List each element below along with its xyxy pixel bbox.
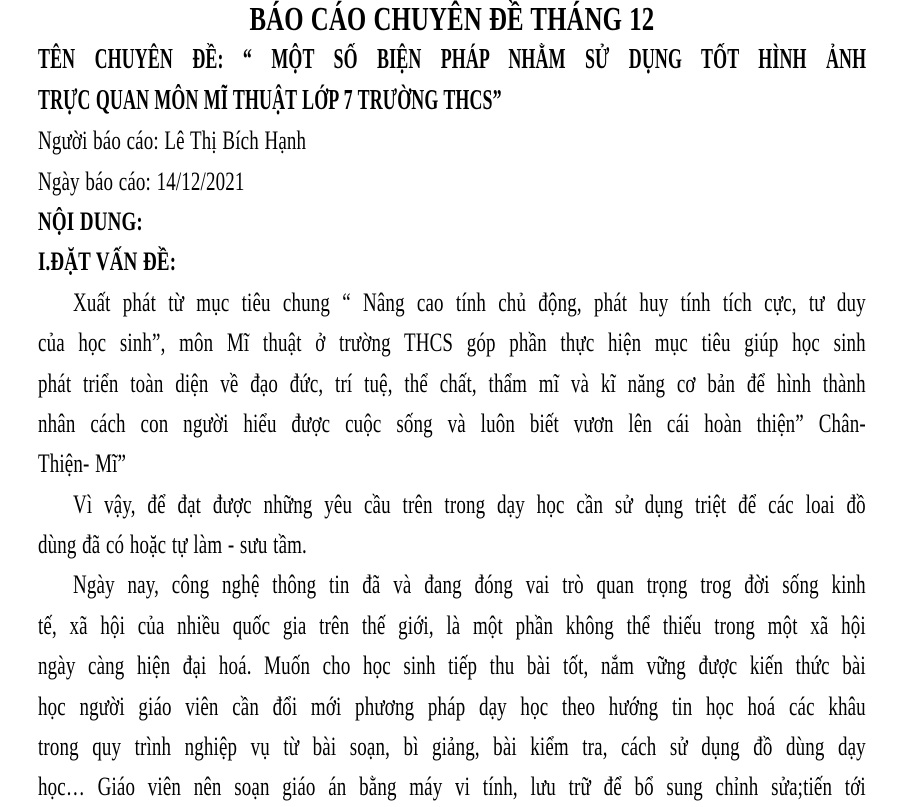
text-line: Vì vậy, để đạt được những yêu cầu trên trong dạy học cần sử dụng triệt để các loai đồ — [73, 489, 866, 519]
text-line: trong quy trình nghiệp vụ từ bài soạn, bì giảng, bài kiểm tra, cách sử dụng đồ dùng dạy — [38, 732, 866, 762]
paragraph-3 — [38, 565, 866, 807]
section-1-heading: I.ĐẶT VẤN ĐỀ: — [38, 247, 177, 277]
report-subject — [38, 40, 866, 121]
text-line: Xuất phát từ mục tiêu chung “ Nâng cao tính chủ động, phát huy tính tích cực, tư duy — [73, 287, 866, 317]
text-line: của học sinh”, môn Mĩ thuật ở trường THCS góp phần thực hiện mục tiêu giúp học sinh — [38, 328, 866, 358]
paragraph-1 — [38, 283, 866, 485]
text-line: nhân cách con người hiểu được cuộc sống và luôn biết vươn lên cái hoàn thiện” Chân- — [38, 408, 866, 438]
text-line: TÊN CHUYÊN ĐỀ: “ MỘT SỐ BIỆN PHÁP NHẰM SỬ DỤNG TỐT HÌNH ẢNH — [38, 44, 867, 76]
text-line: học… Giáo viên nên soạn giáo án bằng máy vi tính, lưu trữ để bổ sung chỉnh sửa;tiến tới — [38, 772, 866, 802]
report-date-line: Ngày báo cáo: 14/12/2021 — [38, 166, 245, 196]
text-line: Ngày nay, công nghệ thông tin đã và đang đóng vai trò quan trọng trog đời sống kinh — [73, 570, 866, 600]
text-line: phát triển toàn diện về đạo đức, trí tuệ, thể chất, thẩm mĩ và kĩ năng cơ bản để hình thành — [38, 368, 866, 398]
content-heading: NỘI DUNG: — [38, 206, 143, 236]
report-meta-block — [38, 121, 866, 283]
paragraph-2 — [38, 485, 866, 566]
text-line: Thiện- Mĩ” — [38, 449, 127, 479]
text-line: ngày càng hiện đại hoá. Muốn cho học sinh tiếp thu bài tốt, nắm vững được kiến thức bài — [38, 651, 866, 681]
text-line: học người giáo viên cần đổi mới phương pháp dạy học theo hướng tin học hoá các khâu — [38, 691, 866, 721]
report-title: BÁO CÁO CHUYÊN ĐỀ THÁNG 12 — [249, 1, 655, 38]
reporter-name-line: Người báo cáo: Lê Thị Bích Hạnh — [38, 126, 307, 156]
text-line: TRỰC QUAN MÔN MĨ THUẬT LỚP 7 TRƯỜNG THCS” — [38, 84, 502, 116]
body-text-block — [38, 283, 866, 807]
text-line: tế, xã hội của nhiều quốc gia trên thế giới, là một phần không thể thiếu trong một xã hội — [38, 610, 866, 640]
text-line: dùng đã có hoặc tự làm - sưu tầm. — [38, 530, 307, 560]
title-block — [38, 0, 866, 40]
